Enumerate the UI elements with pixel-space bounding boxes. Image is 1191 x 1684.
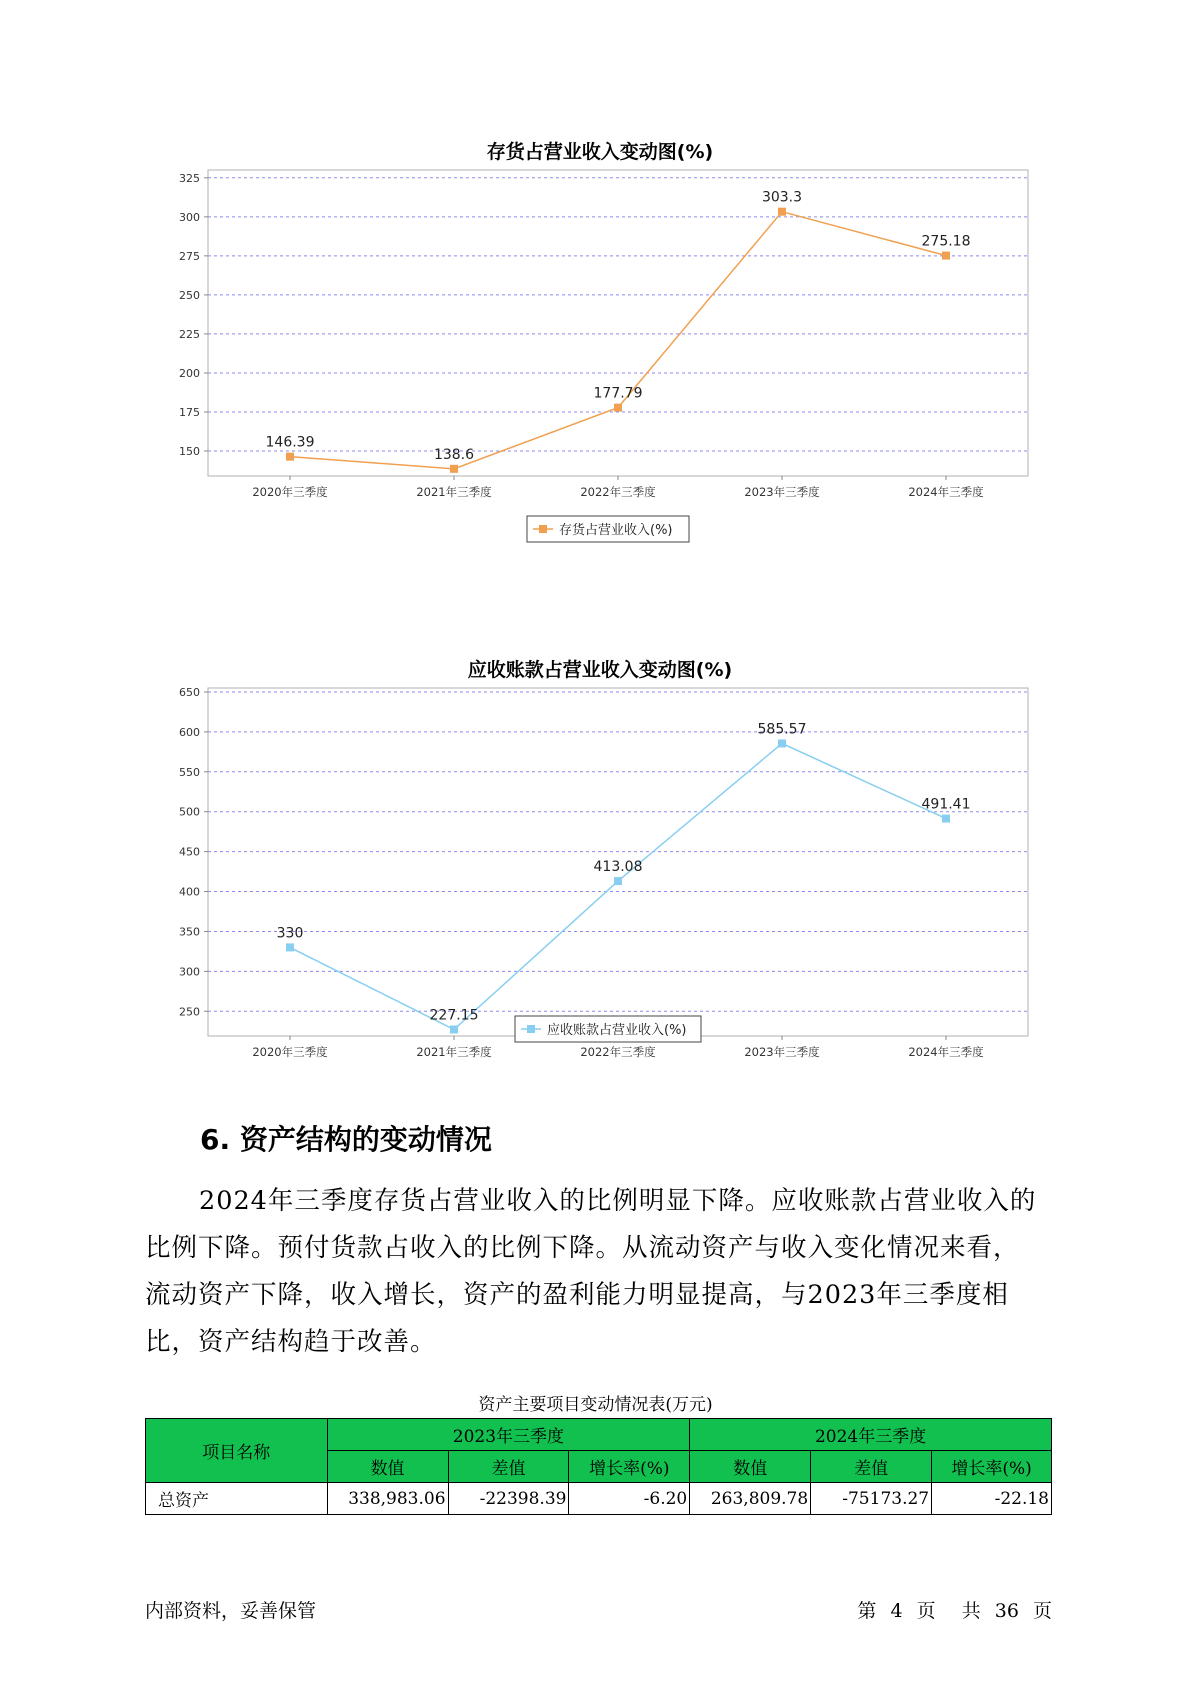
data-label: 491.41 — [921, 796, 971, 813]
y-tick-label: 250 — [179, 288, 200, 302]
footer-page-number — [853, 1596, 1052, 1623]
receivables-ratio-chart-svg — [0, 630, 1191, 1090]
data-label: 585.57 — [757, 721, 807, 738]
data-label: 138.6 — [433, 446, 475, 463]
x-tick-label: 2023年三季度 — [744, 1045, 820, 1059]
y-tick-label: 400 — [179, 885, 200, 899]
data-point — [286, 453, 294, 461]
page-prefix: 第 — [857, 1600, 877, 1622]
x-tick-label: 2022年三季度 — [580, 485, 656, 499]
x-tick-label: 2020年三季度 — [252, 485, 328, 499]
y-tick-label: 600 — [179, 725, 200, 739]
x-tick-label: 2020年三季度 — [252, 1045, 328, 1059]
page-current: 4 — [890, 1600, 903, 1622]
cell-a-diff: -22398.39 — [448, 1483, 569, 1515]
col-a-value: 数值 — [327, 1451, 448, 1483]
plot-area — [208, 170, 1028, 476]
data-point — [778, 208, 786, 216]
y-tick-label: 300 — [179, 965, 200, 979]
y-tick-label: 500 — [179, 805, 200, 819]
x-tick-label: 2022年三季度 — [580, 1045, 656, 1059]
data-label: 330 — [276, 925, 304, 942]
y-tick-label: 225 — [179, 327, 200, 341]
col-item-name: 项目名称 — [146, 1419, 328, 1483]
y-tick-label: 450 — [179, 845, 200, 859]
cell-a-value: 338,983.06 — [327, 1483, 448, 1515]
data-label: 227.15 — [429, 1007, 479, 1024]
y-tick-label: 150 — [179, 445, 200, 459]
y-tick-label: 550 — [179, 765, 200, 779]
footer-confidential: 内部资料，妥善保管 — [145, 1600, 317, 1622]
page-suffix: 页 — [1032, 1600, 1052, 1622]
cell-b-value: 263,809.78 — [690, 1483, 811, 1515]
y-tick-label: 300 — [179, 210, 200, 224]
col-b-rate: 增长率(%) — [932, 1451, 1052, 1483]
y-tick-label: 250 — [179, 1005, 200, 1019]
data-point — [450, 465, 458, 473]
col-a-rate: 增长率(%) — [569, 1451, 690, 1483]
legend-label: 应收账款占营业收入(%) — [547, 1023, 687, 1038]
page-mid: 页 — [916, 1600, 936, 1622]
data-point — [942, 815, 950, 823]
col-period-a: 2023年三季度 — [327, 1419, 690, 1451]
x-tick-label: 2021年三季度 — [416, 1045, 492, 1059]
x-tick-label: 2024年三季度 — [908, 1045, 984, 1059]
legend-marker — [539, 525, 547, 533]
table-caption: 资产主要项目变动情况表(万元) — [478, 1395, 713, 1415]
cell-b-diff: -75173.27 — [811, 1483, 932, 1515]
receivables-ratio-chart — [0, 630, 1191, 1090]
section-heading: 6. 资产结构的变动情况 — [200, 1123, 492, 1156]
cell-a-rate: -6.20 — [569, 1483, 690, 1515]
chart-title: 应收账款占营业收入变动图(%) — [467, 659, 733, 681]
table-header-row — [146, 1419, 1052, 1451]
col-b-diff: 差值 — [811, 1451, 932, 1483]
page-total: 36 — [994, 1600, 1019, 1622]
data-label: 303.3 — [761, 189, 803, 206]
legend-marker — [527, 1025, 535, 1033]
data-point — [450, 1025, 458, 1033]
y-tick-label: 275 — [179, 249, 200, 263]
data-point — [614, 877, 622, 885]
cell-b-rate: -22.18 — [932, 1483, 1052, 1515]
y-tick-label: 200 — [179, 366, 200, 380]
y-tick-label: 650 — [179, 685, 200, 699]
data-point — [778, 739, 786, 747]
col-a-diff: 差值 — [448, 1451, 569, 1483]
section-paragraph: 2024年三季度存货占营业收入的比例明显下降。应收账款占营业收入的比例下降。预付货款占收入的比例下降。从流动资产与收入变化情况来看，流动资产下降，收入增长，资产的盈利能力明显提高，与2023年三季度相比，资产结构趋于改善。 — [145, 1186, 1037, 1357]
col-b-value: 数值 — [690, 1451, 811, 1483]
inventory-ratio-chart-svg — [0, 130, 1191, 560]
x-tick-label: 2024年三季度 — [908, 485, 984, 499]
data-point — [614, 404, 622, 412]
col-period-b: 2024年三季度 — [690, 1419, 1052, 1451]
y-tick-label: 350 — [179, 925, 200, 939]
y-tick-label: 325 — [179, 171, 200, 185]
data-point — [286, 943, 294, 951]
asset-change-table — [145, 1418, 1052, 1515]
y-tick-label: 175 — [179, 405, 200, 419]
legend-label: 存货占营业收入(%) — [559, 523, 673, 538]
x-tick-label: 2021年三季度 — [416, 485, 492, 499]
x-tick-label: 2023年三季度 — [744, 485, 820, 499]
data-label: 177.79 — [593, 385, 643, 402]
inventory-ratio-chart — [0, 130, 1191, 560]
data-label: 146.39 — [265, 434, 315, 451]
row-name: 总资产 — [146, 1483, 328, 1515]
data-point — [942, 252, 950, 260]
table-row — [146, 1483, 1052, 1515]
page-total-prefix: 共 — [961, 1600, 981, 1622]
chart-title: 存货占营业收入变动图(%) — [486, 141, 714, 163]
data-label: 275.18 — [921, 233, 971, 250]
data-label: 413.08 — [593, 859, 643, 876]
